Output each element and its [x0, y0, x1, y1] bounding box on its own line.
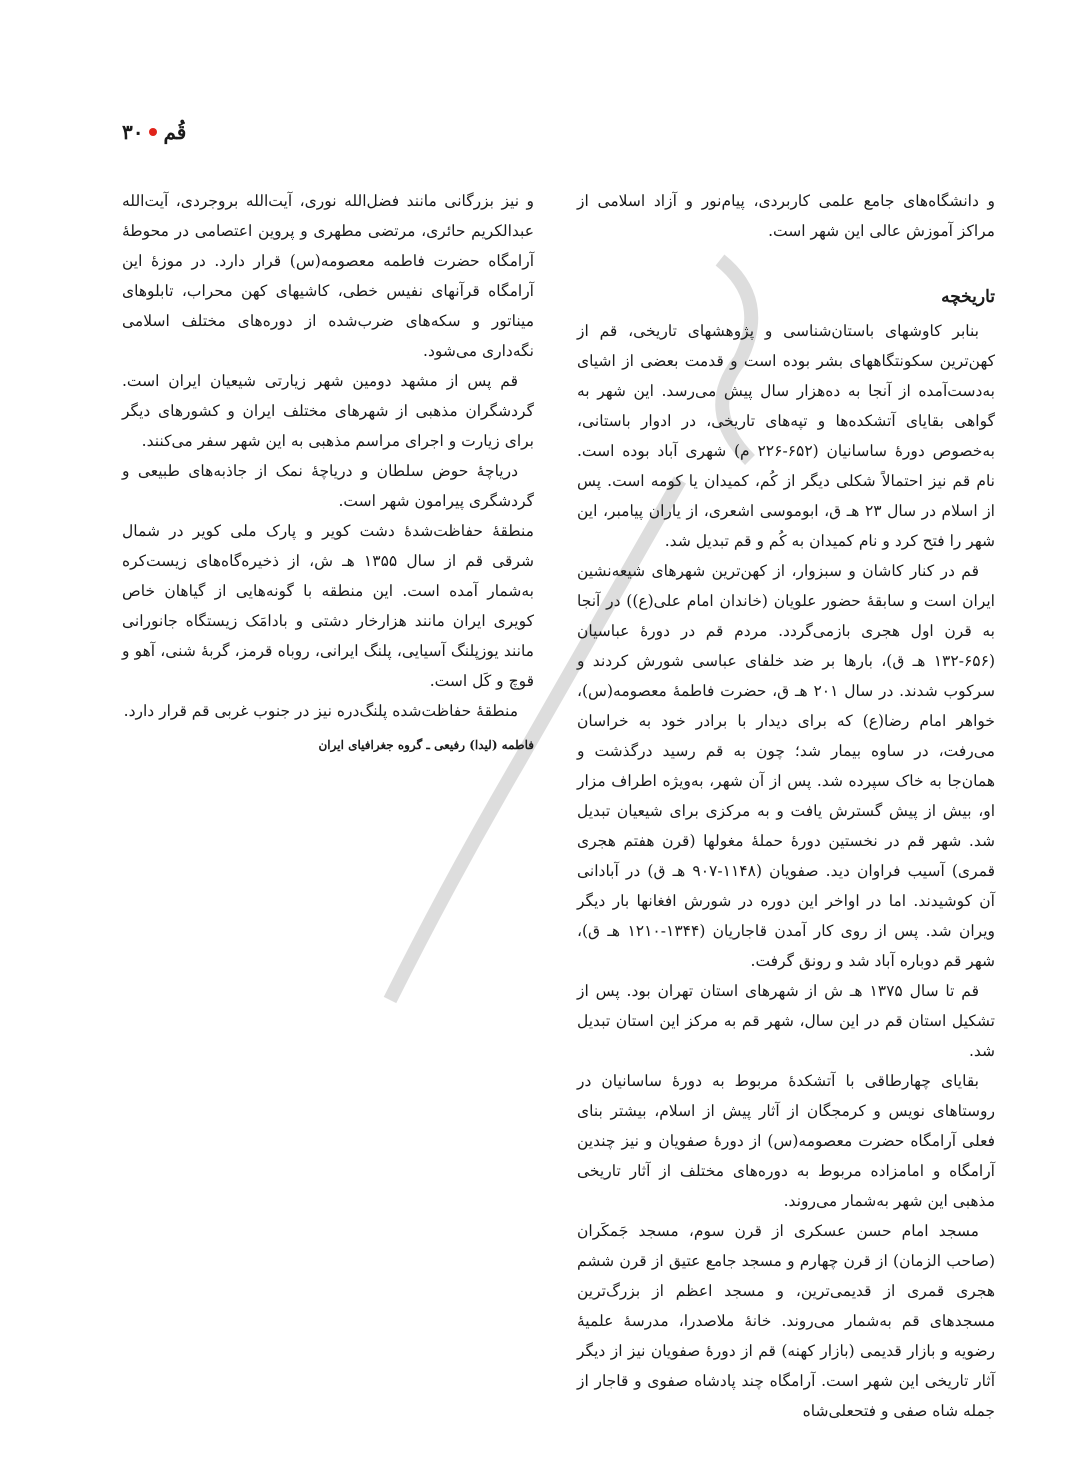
paragraph: منطقهٔ حفاظت‌شده پلنگ‌دره نیز در جنوب غربی قم قرار دارد. — [123, 702, 518, 720]
left-column — [122, 186, 534, 760]
page-header — [122, 120, 186, 144]
section-heading: تاریخچه — [941, 287, 995, 307]
right-column — [577, 186, 995, 1426]
paragraph: بنابر کاوشهای باستان‌شناسی و پژوهشهای تاریخی، قم از کهن‌ترین سکونتگاههای بشر بوده است و قدمت بعضی از اشیای به‌دست‌آمده از آنجا به ده‌هزار سال پیش می‌رسد. این شهر به گواهی بقایای آتشکده‌ها و تپه‌های تاریخی، در ادوار باستانی، به‌خصوص دورهٔ ساسانیان (۶۵۲-۲۲۶ م) شهری آباد بوده است. نام قم نیز احتمالاً شکلی دیگر از کُم، کمیدان یا کومه است. پس از اسلام در سال ۲۳ هـ ق، ابوموسی اشعری، از یاران پیامبر، این شهر را فتح کرد و نام کمیدان به کُم و قم تبدیل شد. — [577, 322, 995, 550]
paragraph: بقایای چهارطاقی با آتشکدهٔ مربوط به دورهٔ ساسانیان در روستاهای نویس و کرمجگان از آثار پیش از اسلام، بیشتر بنای فعلی آرامگاه حضرت معصومه(س) از دورهٔ صفویان و نیز چندین آرامگاه و امامزاده مربوط به دوره‌های مختلف از آثار تاریخی مذهبی این شهر به‌شمار می‌روند. — [577, 1072, 995, 1210]
paragraph: قم در کنار کاشان و سبزوار، از کهن‌ترین شهرهای شیعه‌نشین ایران است و سابقهٔ حضور علویان (خاندان امام علی(ع)) در آنجا به قرن اول هجری بازمی‌گردد. مردم قم در دورهٔ عباسیان (۶۵۶-۱۳۲ هـ ق)، بارها بر ضد خلفای عباسی شورش کردند و سرکوب شدند. در سال ۲۰۱ هـ ق، حضرت فاطمهٔ معصومه(س)، خواهر امام رضا(ع) که برای دیدار با برادر خود به خراسان می‌رفت، در ساوه بیمار شد؛ چون به قم رسید درگذشت و همان‌جا به خاک سپرده شد. پس از آن شهر، به‌ویژه اطراف مزار او، بیش از پیش گسترش یافت و به مرکزی برای شیعیان تبدیل شد. شهر قم در نخستین دورهٔ حملهٔ مغولها (قرن هفتم هجری قمری) آسیب فراوان دید. صفویان (۱۱۴۸-۹۰۷ هـ ق) در آبادانی آن کوشیدند. اما در اواخر این دوره در شورش افغانها بار دیگر ویران شد. پس از روی کار آمدن قاجاریان (۱۳۴۴-۱۲۱۰ هـ ق)، شهر قم دوباره آباد شد و رونق گرفت. — [577, 562, 996, 970]
page-title: قُم — [163, 120, 187, 144]
author-credit: فاطمه (لیدا) رفیعی ـ گروه جغرافیای ایران — [318, 738, 534, 752]
paragraph: دریاچهٔ حوض سلطان و دریاچهٔ نمک از جاذبه‌های طبیعی و گردشگری پیرامون شهر است. — [122, 462, 534, 510]
bullet-dot-icon — [149, 128, 157, 136]
paragraph: منطقهٔ حفاظت‌شدهٔ دشت کویر و پارک ملی کویر در شمال شرقی قم از سال ۱۳۵۵ هـ ش، از ذخیره‌گاه‌های زیست‌کره به‌شمار آمده است. این منطقه با گونه‌هایی از گیاهان خاص کویری ایران مانند هزارخار دشتی و بادامَک زیستگاه جانورانی مانند یوزپلنگ آسیایی، پلنگ ایرانی، روباه قرمز، گربهٔ شنی، آهو و قوچ و کَل است. — [122, 522, 534, 690]
intro-paragraph: و دانشگاه‌های جامع علمی کاربردی، پیام‌نور و آزاد اسلامی از مراکز آموزش عالی این شهر است. — [577, 192, 995, 240]
paragraph: و نیز بزرگانی مانند فضل‌الله نوری، آیت‌الله بروجردی، آیت‌الله عبدالکریم حائری، مرتضی مطهری و پروین اعتصامی در محوطهٔ آرامگاه حضرت فاطمه معصومه(س) قرار دارد. در موزهٔ این آرامگاه قرآنهای نفیس خطی، کاشیهای کهن محراب، تابلوهای میناتور و سکه‌های ضرب‌شده از دوره‌های مختلف اسلامی نگه‌داری می‌شود. — [122, 192, 534, 360]
paragraph: قم پس از مشهد دومین شهر زیارتی شیعیان ایران است. گردشگران مذهبی از شهرهای مختلف ایران و کشورهای دیگر برای زیارت و اجرای مراسم مذهبی به این شهر سفر می‌کنند. — [122, 372, 534, 450]
paragraph: مسجد امام حسن عسکری از قرن سوم، مسجد جَمکَران (صاحب الزمان) از قرن چهارم و مسجد جامع عتیق از قرن ششم هجری قمری از قدیمی‌ترین، و مسجد اعظم از بزرگ‌ترین مسجدهای قم به‌شمار می‌روند. خانهٔ ملاصدرا، مدرسهٔ علمیهٔ رضویه و بازار قدیمی (بازار کهنه) قم از دورهٔ صفویان نیز از دیگر آثار تاریخی این شهر است. آرامگاه چند پادشاه صفوی و قاجار از جمله شاه صفی و فتحعلی‌شاه — [577, 1222, 995, 1420]
paragraph: قم تا سال ۱۳۷۵ هـ ش از شهرهای استان تهران بود. پس از تشکیل استان قم در این سال، شهر قم به مرکز این استان تبدیل شد. — [577, 982, 995, 1060]
page-number: ۳۰ — [122, 120, 144, 144]
